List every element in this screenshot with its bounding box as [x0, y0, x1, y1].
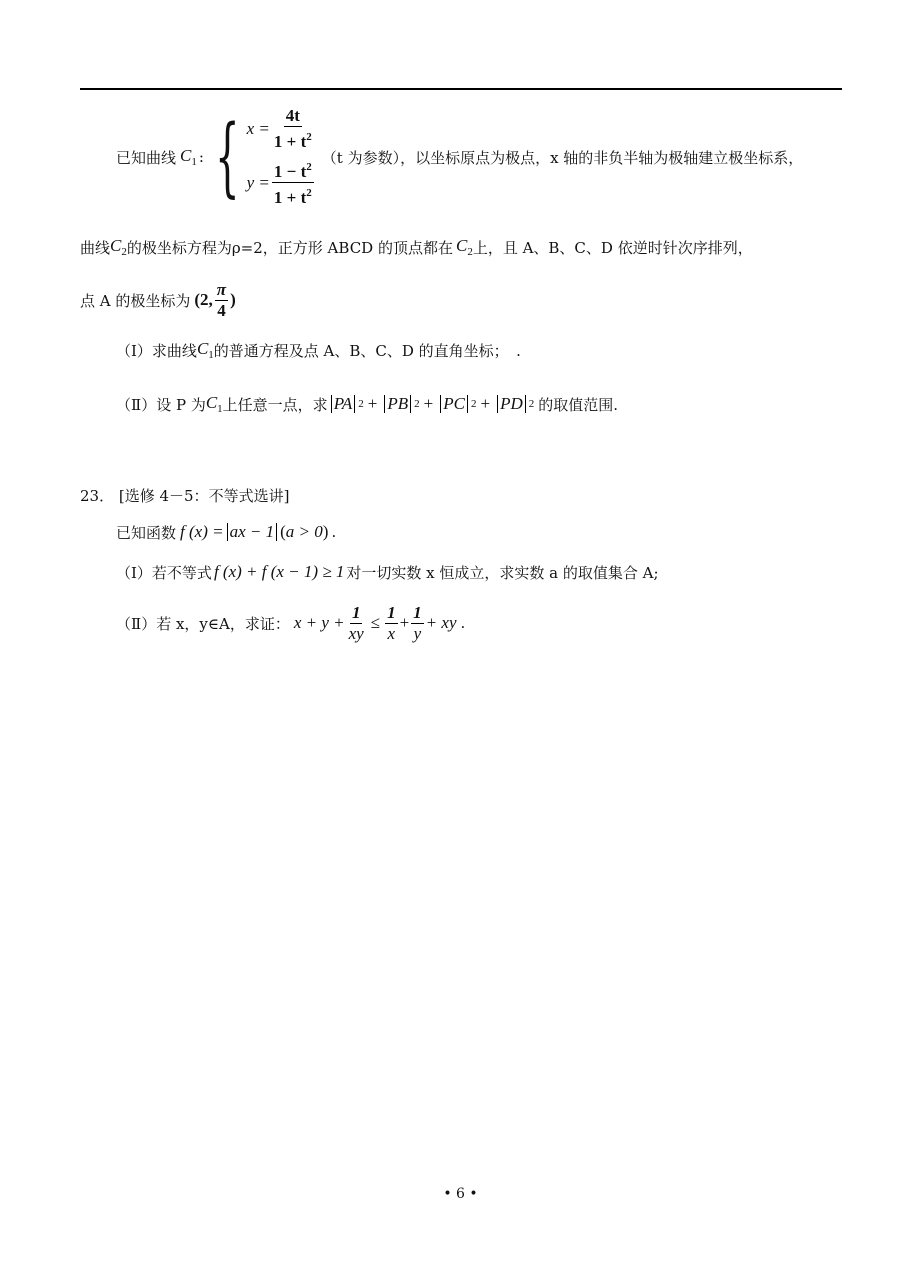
q23-part2: （Ⅱ）若 x，y∈A，求证： x + y + $\frac{1}{xy}$ ≤ $\frac{1}{x}$ + $\frac{1}{y}$ + xy .	[116, 602, 466, 643]
curve-c1-label: $C_1$	[205, 393, 223, 415]
inequality: f (x) + f (x − 1) ≥ 1	[213, 562, 345, 581]
q22-intro-suffix: （t 为参数），以坐标原点为极点，x 轴的非负半轴为极轴建立极坐标系，	[321, 148, 804, 167]
curve-c2-label: $C_2$	[110, 236, 127, 258]
parametric-system	[247, 107, 316, 207]
q22-part1: （Ⅰ）求曲线 $C_1$ 的普通方程及点 A、B、C、D 的直角坐标； .	[116, 339, 521, 361]
colon: :	[198, 148, 204, 166]
curve-c1-label: $C_1$	[196, 339, 214, 361]
curve-c2-label: $C_2$	[455, 236, 473, 258]
proof-expression: x + y + $\frac{1}{xy}$ ≤ $\frac{1}{x}$ + $\frac{1}{y}$ + xy	[293, 602, 457, 643]
page-number: • 6 •	[443, 1186, 478, 1202]
x-fraction: $\frac{4t}{1 + t^2}$	[273, 106, 312, 151]
q23-part1: （Ⅰ）若不等式 f (x) + f (x − 1) ≥ 1 对一切实数 x 恒成立，求实数 a 的取值集合 A;	[116, 562, 659, 582]
function-definition: f (x) = ax − 1 ( a > 0 )	[180, 522, 329, 541]
point-a-polar: (2, $\frac{\pi}{4}$ )	[194, 279, 236, 320]
q23-header: 23． [选修 4－5：不等式选讲]	[80, 486, 290, 505]
x-equation: x = $\frac{4t}{1 + t^2}$	[246, 106, 312, 151]
q22-intro-prefix: 已知曲线	[116, 148, 177, 167]
y-fraction: $\frac{1 - t^2}{1 + t^2}$	[272, 158, 314, 207]
top-rule	[80, 88, 842, 90]
left-brace: {	[214, 107, 240, 207]
curve-c1-label: $C_1$	[180, 146, 197, 168]
q22-line2: 曲线 $C_2$ 的极坐标方程为ρ=2，正方形 ABCD 的顶点都在 $C_2$ 上，且 A、B、C、D 依逆时针次序排列，	[80, 236, 753, 258]
q22-intro-line	[116, 102, 803, 212]
q22-part2: （Ⅱ）设 P 为 $C_1$ 上任意一点，求 PA 2 + PB 2 + PC 2 + PD 2 的取值范围.	[116, 393, 619, 415]
y-equation: y = $\frac{1 - t^2}{1 + t^2}$	[247, 158, 316, 207]
q23-intro: 已知函数 f (x) = ax − 1 ( a > 0 ) .	[116, 522, 337, 542]
distance-sum-expression: PA 2 + PB 2 + PC 2 + PD 2	[328, 394, 535, 414]
q22-line3: 点 A 的极坐标为 (2, $\frac{\pi}{4}$ )	[80, 279, 236, 320]
